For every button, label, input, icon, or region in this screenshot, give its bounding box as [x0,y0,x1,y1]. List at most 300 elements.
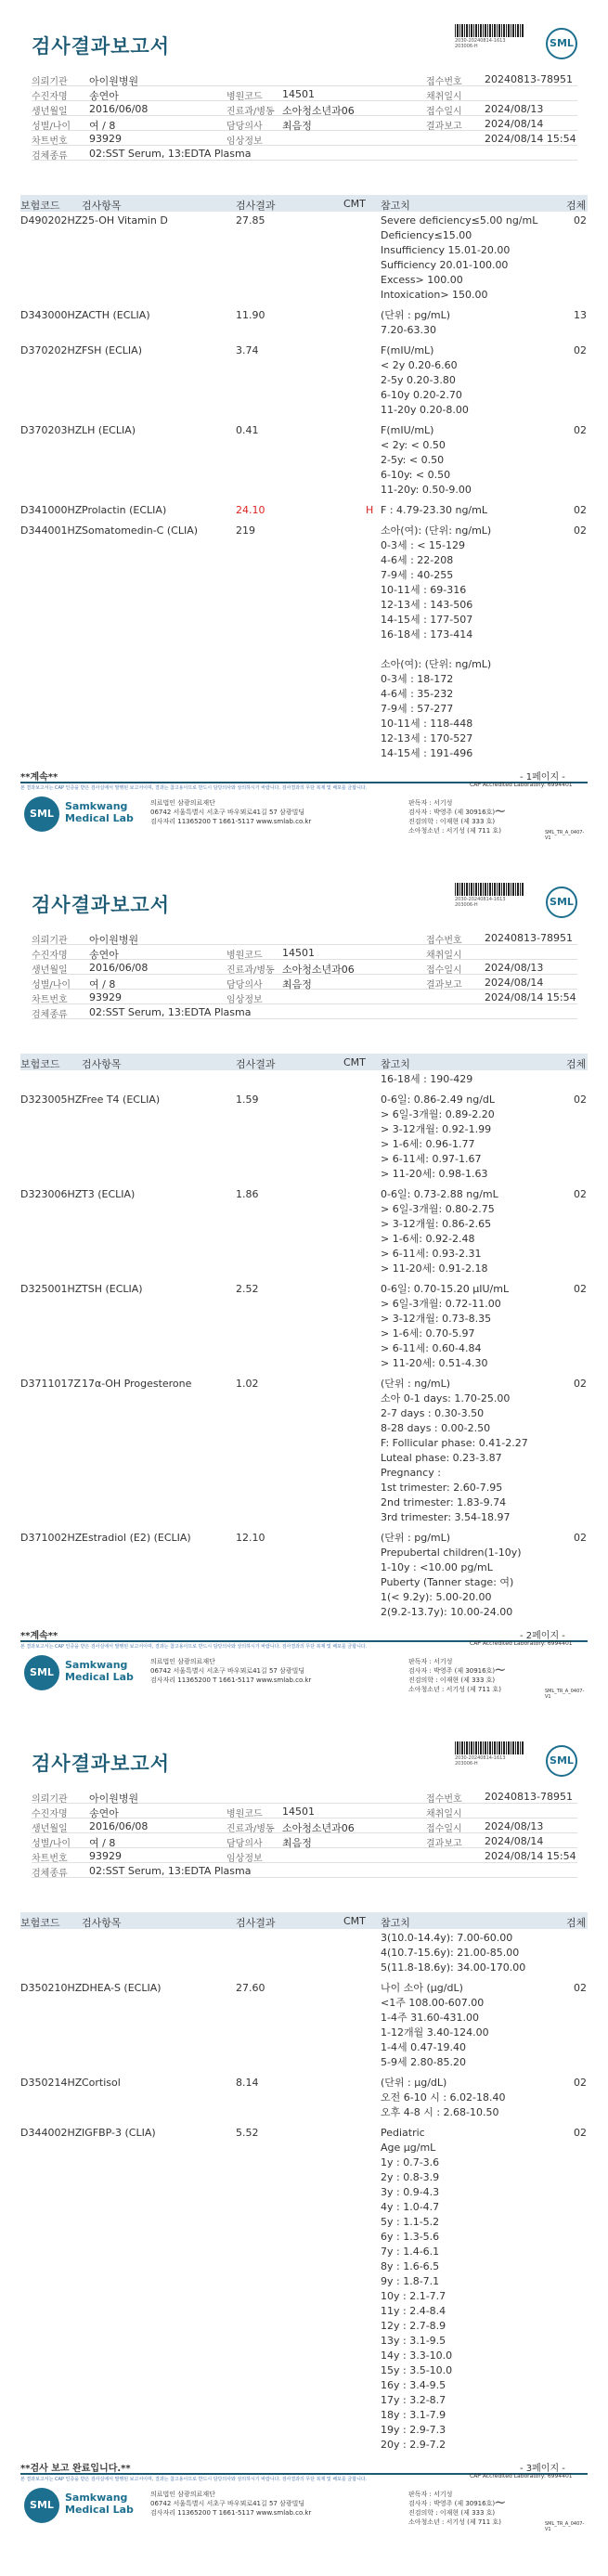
signatories [408,2490,501,2527]
reference-line: 0-6일: 0.70-15.20 μIU/mL [381,1283,510,1295]
info-row [32,1004,577,1019]
test-item: 17α-OH Progesterone [82,1378,192,1390]
reference-line: 10y : 2.1-7.7 [381,2290,446,2302]
reference-line: 0-6일: 0.86-2.49 ng/dL [381,1094,496,1106]
test-result: 3.74 [236,344,259,356]
header-code: 보험코드 [20,1058,60,1070]
header-code: 보험코드 [20,1917,60,1929]
address-line: 검사자리 11365200 T 1661-5117 www.smlab.co.kr [150,818,312,825]
info-label: 채취일시 [426,92,462,102]
info-value: 14501 [282,947,315,959]
reference-line: 1y : 0.7-3.6 [381,2156,440,2168]
specimen-code: 02 [574,504,587,516]
signature-graphic: ~ [494,1661,507,1678]
info-label: 병원코드 [226,951,263,961]
reference-line: F(mIU/mL) [381,344,434,356]
reference-line: Excess> 100.00 [381,274,463,286]
test-item: ACTH (ECLIA) [82,309,150,321]
reference-line: F(mIU/mL) [381,424,434,436]
barcode-sub: 203006-H [455,902,478,908]
barcode-no: 2030-20240814-1613 [455,1755,506,1761]
sml-name-1: Samkwang [65,2492,128,2504]
test-item: T3 (ECLIA) [82,1188,136,1200]
reference-line: 7y : 1.4-6.1 [381,2246,440,2258]
reference-line: 0-6일: 0.73-2.88 ng/mL [381,1188,498,1200]
insurance-code: D343000HZ [20,309,83,321]
reference-line: 11-20y: 0.50-9.00 [381,484,472,496]
sign-line: 소아청소년 : 서기성 (제 711 호) [408,1686,501,1693]
reference-line: 18y : 3.1-7.9 [381,2409,446,2421]
insurance-code: D325001HZ [20,1283,83,1295]
reference-range [381,343,469,418]
test-item: IGFBP-3 (CLIA) [82,2127,156,2139]
address-line: 의료법인 삼광의료재단 [150,1658,215,1665]
sml-name [65,1659,134,1683]
test-result: 11.90 [236,309,265,321]
info-row [32,1863,577,1878]
reference-range [381,1072,472,1087]
page-number: - 2페이지 - [520,1631,565,1641]
sml-logo: SML [546,28,577,59]
address-line: 검사자리 11365200 T 1661-5117 www.smlab.co.kr [150,1676,312,1684]
reference-line: 1-4주 31.60-431.00 [381,2012,480,2024]
signature-graphic: ~ [494,802,507,820]
info-label: 의뢰기관 [32,77,68,87]
reference-line: 19y : 2.9-7.3 [381,2424,446,2436]
reference-range [381,1187,498,1276]
info-value: 여 / 8 [89,978,116,990]
test-result: 8.14 [236,2077,259,2089]
reference-line: 0-3세 : 18-172 [381,673,454,685]
reference-line: 9y : 1.8-7.1 [381,2275,440,2287]
reference-line: 14-15세 : 191-496 [381,747,473,759]
table-header [20,195,588,212]
specimen-code: 13 [574,309,587,321]
reference-range [381,308,450,338]
info-label: 임상정보 [226,995,263,1005]
page-number: - 3페이지 - [520,2464,565,2474]
header-spec: 검체 [566,200,587,212]
patient-info [32,71,577,161]
reference-line: 11-20y 0.20-8.00 [381,404,469,416]
header-result: 검사결과 [236,1058,276,1070]
continuation-note: **검사 보고 완료입니다.** [20,2464,131,2474]
reference-line: 14-15세 : 177-507 [381,614,473,626]
report-title: 검사결과보고서 [32,1753,171,1775]
reference-line: 4-6세 : 22-208 [381,554,454,566]
reference-line: 4y : 1.0-4.7 [381,2201,440,2213]
reference-line: 나이 소아 (μg/dL) [381,1982,463,1994]
reference-line: 6-10y: < 0.50 [381,469,451,481]
table-header [20,1054,588,1070]
reference-line: 7.20-63.30 [381,324,436,336]
specimen-code: 02 [574,1982,587,1994]
reference-line: 17y : 3.2-8.7 [381,2394,446,2406]
info-row [32,1804,577,1819]
insurance-code: D490202HZ [20,214,83,227]
signatories [408,798,501,835]
reference-line: 2-5y 0.20-3.80 [381,374,456,386]
document-id: SML_TR_A_0407-V1 [545,2521,585,2532]
reference-line: < 2y 0.20-6.60 [381,359,458,371]
reference-range [381,1093,495,1182]
reference-line: 소아(여): (단위: ng/mL) [381,658,492,670]
report-title: 검사결과보고서 [32,894,171,916]
sign-line: 소아청소년 : 서기성 (제 711 호) [408,2518,501,2526]
reference-line: Deficiency≤15.00 [381,229,472,241]
reference-line: > 6일-3개월: 0.80-2.75 [381,1203,495,1215]
header-spec: 검체 [566,1917,587,1929]
info-value: 2024/08/13 [485,962,544,974]
insurance-code: D344002HZ [20,2127,83,2139]
reference-line: 5-9세 2.80-85.20 [381,2056,467,2068]
info-value: 소아청소년과06 [282,964,355,976]
sml-name-2: Medical Lab [65,1671,134,1683]
insurance-code: D370202HZ [20,344,83,356]
sign-line: 판독자 : 서기성 [408,2491,453,2498]
info-label: 검체종류 [32,1869,68,1879]
barcode-sub: 203006-H [455,44,478,49]
barcode-number [455,38,506,49]
specimen-code: 02 [574,1378,587,1390]
header-item: 검사항목 [82,1058,122,1070]
reference-range [381,503,487,518]
info-row [32,1789,577,1804]
reference-line: 8y : 1.6-6.5 [381,2260,440,2272]
reference-line: 1st trimester: 2.60-7.95 [381,1482,503,1494]
reference-range [381,1377,528,1525]
sign-line: 진검의학 : 이재현 (제 333 호) [408,818,496,825]
reference-line: > 6-11세: 0.93-2.31 [381,1248,482,1260]
reference-line: 5y : 1.1-5.2 [381,2216,440,2228]
header-spec: 검체 [566,1058,587,1070]
info-row [32,101,577,116]
reference-line: > 6일-3개월: 0.72-11.00 [381,1298,501,1310]
report-footer [20,1650,588,1700]
sml-name-2: Medical Lab [65,2504,134,2516]
info-label: 병원코드 [226,92,263,102]
insurance-code: D323005HZ [20,1094,83,1106]
barcode-no: 2030-20240814-1613 [455,897,506,902]
patient-info [32,930,577,1019]
insurance-code: D323006HZ [20,1188,83,1200]
sml-badge-logo: SML [24,2488,59,2523]
info-value: 아이원병원 [89,75,139,87]
reference-line: 2y : 0.8-3.9 [381,2171,440,2183]
info-label: 채취일시 [426,1809,462,1819]
info-label: 임상정보 [226,1854,263,1864]
info-value: 93929 [89,1850,122,1862]
info-value: 2024/08/14 [485,1835,544,1847]
header-ref: 참고치 [381,200,410,212]
info-label: 생년월일 [32,1824,68,1834]
sml-logo: SML [546,1745,577,1777]
insurance-code: D344001HZ [20,524,83,537]
reference-line: 4-6세 : 35-232 [381,688,454,700]
reference-line: 6y : 1.3-5.6 [381,2231,440,2243]
info-label: 성별/나이 [32,1839,71,1849]
info-value: 14501 [282,1806,315,1818]
specimen-code: 02 [574,2077,587,2089]
reference-line: < 2y: < 0.50 [381,439,446,451]
notice-text: 본 결과보고서는 CAP 인증을 받은 검사실에서 발행된 보고서이며, 결과는 참고용이므로 반드시 담당의사와 상의하시기 바랍니다. 검사결과의 무단 복제 및 배포를 금합니다. [20,1640,588,1650]
sign-line: 소아청소년 : 서기성 (제 711 호) [408,827,501,835]
continuation-note: **계속** [20,772,58,783]
test-result: 5.52 [236,2127,259,2139]
info-value: 2016/06/08 [89,962,149,974]
info-row [32,975,577,990]
info-row [32,930,577,945]
reference-line: Luteal phase: 0.23-3.87 [381,1452,502,1464]
test-result: 219 [236,524,255,537]
test-item: LH (ECLIA) [82,424,136,436]
info-value: 여 / 8 [89,120,116,132]
info-label: 수진자명 [32,1809,68,1819]
reference-line: 3y : 0.9-4.3 [381,2186,440,2198]
header-unit: CMT [343,1056,366,1068]
info-value: 02:SST Serum, 13:EDTA Plasma [89,1006,252,1018]
info-label: 담당의사 [226,980,263,990]
header-ref: 참고치 [381,1917,410,1929]
info-label: 결과보고 [426,122,462,132]
reference-line: 8-28 days : 0.00-2.50 [381,1422,491,1434]
header-code: 보험코드 [20,200,60,212]
info-label: 생년월일 [32,965,68,976]
sign-line: 진검의학 : 이재현 (제 333 호) [408,1676,496,1684]
info-value: 20240813-78951 [485,932,573,944]
page-number: - 1페이지 - [520,772,565,783]
insurance-code: D350210HZ [20,1982,83,1994]
cap-accreditation: CAP Accredited Laboratory: 6994401 [470,2473,573,2479]
specimen-code: 02 [574,2127,587,2139]
info-value: 93929 [89,133,122,145]
reference-line: 4(10.7-15.6y): 21.00-85.00 [381,1947,520,1959]
info-row [32,1848,577,1863]
lab-address [150,798,311,826]
info-label: 수진자명 [32,92,68,102]
info-value: 20240813-78951 [485,73,573,85]
info-value: 송연아 [89,1807,119,1819]
reference-line: 6-10y 0.20-2.70 [381,389,462,401]
info-row [32,86,577,101]
header-item: 검사항목 [82,1917,122,1929]
reference-range [381,1531,522,1620]
info-label: 접수일시 [426,1824,462,1834]
test-result: 12.10 [236,1532,265,1544]
reference-line: <1주 108.00-607.00 [381,1997,485,2009]
sml-badge-logo: SML [24,1655,59,1690]
reference-range [381,2126,452,2453]
barcode [455,1741,524,1754]
document-id: SML_TR_A_0407-V1 [545,1689,585,1700]
test-result: 27.60 [236,1982,265,1994]
address-line: 검사자리 11365200 T 1661-5117 www.smlab.co.kr [150,2509,312,2517]
info-label: 병원코드 [226,1809,263,1819]
report-title: 검사결과보고서 [32,35,171,58]
sign-line: 판독자 : 서기성 [408,1658,453,1665]
insurance-code: D370203HZ [20,424,83,436]
barcode [455,24,524,37]
barcode [455,883,524,896]
info-label: 진료과/병동 [226,107,275,117]
reference-line: 16y : 3.4-9.5 [381,2379,446,2391]
info-label: 접수일시 [426,965,462,976]
insurance-code: D371002HZ [20,1532,83,1544]
reference-line: (단위 : pg/mL) [381,1532,451,1544]
info-row [32,945,577,960]
reference-range [381,214,537,303]
test-item: DHEA-S (ECLIA) [82,1982,162,1994]
reference-line: 2(9.2-13.7y): 10.00-24.00 [381,1606,513,1618]
reference-line: 1-12개월 3.40-124.00 [381,2026,489,2039]
sml-badge-logo: SML [24,796,59,832]
test-item: Free T4 (ECLIA) [82,1094,161,1106]
test-item: Cortisol [82,2077,121,2089]
sml-name [65,800,134,824]
cap-accreditation: CAP Accredited Laboratory: 6994401 [470,782,573,788]
test-result: 24.10 [236,504,265,516]
test-result: 0.41 [236,424,259,436]
reference-line: 10-11세 : 118-448 [381,718,473,730]
test-item: Estradiol (E2) (ECLIA) [82,1532,191,1544]
info-label: 성별/나이 [32,980,71,990]
info-row [32,146,577,161]
patient-info [32,1789,577,1878]
reference-line: 소아 0-1 days: 1.70-25.00 [381,1392,511,1405]
sign-line: 판독자 : 서기성 [408,799,453,807]
address-line: 06742 서울특별시 서초구 바우뫼로41길 57 삼광빌딩 [150,2500,305,2507]
sml-logo: SML [546,887,577,918]
info-label: 차트번호 [32,995,68,1005]
reference-line: > 1-6세: 0.96-1.77 [381,1138,475,1150]
reference-line: 3(10.0-14.4y): 7.00-60.00 [381,1932,513,1944]
info-value: 02:SST Serum, 13:EDTA Plasma [89,1865,252,1877]
cap-accreditation: CAP Accredited Laboratory: 6994401 [470,1640,573,1647]
reference-line: F: Follicular phase: 0.41-2.27 [381,1437,528,1449]
reference-range [381,2076,506,2120]
reference-line: 7-9세 : 57-277 [381,703,454,715]
report-footer [20,2482,588,2532]
info-value: 2024/08/14 [485,118,544,130]
info-label: 접수번호 [426,1794,462,1805]
info-label: 성별/나이 [32,122,71,132]
test-result: 1.59 [236,1094,259,1106]
report-page [0,0,608,859]
info-value: 송연아 [89,90,119,102]
info-value: 14501 [282,88,315,100]
info-value: 최음정 [282,120,312,132]
address-line: 06742 서울특별시 서초구 바우뫼로41길 57 삼광빌딩 [150,809,305,816]
reference-line: (단위 : ng/mL) [381,1378,451,1390]
reference-line: > 1-6세: 0.70-5.97 [381,1327,475,1340]
info-row [32,131,577,146]
specimen-code: 02 [574,524,587,537]
info-row [32,1819,577,1833]
info-value: 20240813-78951 [485,1791,573,1803]
reference-line: > 11-20세: 0.91-2.18 [381,1262,488,1275]
info-value: 아이원병원 [89,1793,139,1805]
info-row [32,1833,577,1848]
test-item: Prolactin (ECLIA) [82,504,167,516]
reference-line: 12y : 2.7-8.9 [381,2320,446,2332]
info-row [32,960,577,975]
info-value: 2024/08/14 15:54 [485,991,576,1003]
continuation-note: **계속** [20,1631,58,1641]
address-line: 의료법인 삼광의료재단 [150,2491,215,2498]
reference-line: 10-11세 : 69-316 [381,584,467,596]
reference-line: Pediatric [381,2127,425,2139]
lab-address [150,2490,311,2518]
notice-text: 본 결과보고서는 CAP 인증을 받은 검사실에서 발행된 보고서이며, 결과는 참고용이므로 반드시 담당의사와 상의하시기 바랍니다. 검사결과의 무단 복제 및 배포를 금합니다. [20,2473,588,2482]
reference-line [381,642,491,657]
info-label: 담당의사 [226,1839,263,1849]
reference-line: 16-18세 : 190-429 [381,1073,473,1085]
reference-line: 14y : 3.3-10.0 [381,2349,453,2362]
info-row [32,116,577,131]
reference-line: 5(11.8-18.6y): 34.00-170.00 [381,1961,526,1974]
info-value: 소아청소년과06 [282,1822,355,1834]
reference-line: 2-5y: < 0.50 [381,454,445,466]
reference-line: 1(< 9.2y): 5.00-20.00 [381,1591,492,1603]
test-result: 27.85 [236,214,265,227]
info-label: 검체종류 [32,1010,68,1020]
reference-line: 11y : 2.4-8.4 [381,2305,446,2317]
test-result: 2.52 [236,1283,259,1295]
info-value: 02:SST Serum, 13:EDTA Plasma [89,148,252,160]
reference-line: Pregnancy : [381,1467,441,1479]
info-label: 채취일시 [426,951,462,961]
signatories [408,1657,501,1694]
sml-name-1: Samkwang [65,800,128,812]
sign-line: 검사자 : 박영주 (제 30916호) [408,2500,496,2507]
reference-line: Severe deficiency≤5.00 ng/mL [381,214,538,227]
barcode-number [455,897,506,908]
specimen-code: 02 [574,1283,587,1295]
reference-line: 1-10y : <10.00 pg/mL [381,1561,493,1573]
reference-line: Sufficiency 20.01-100.00 [381,259,509,271]
info-row [32,990,577,1004]
insurance-code: D3711017Z [20,1378,81,1390]
reference-line: 1-4세 0.47-19.40 [381,2041,467,2053]
signature-graphic: ~ [494,2493,507,2511]
info-label: 생년월일 [32,107,68,117]
reference-line: > 6-11세: 0.97-1.67 [381,1153,482,1165]
reference-line: > 11-20세: 0.98-1.63 [381,1168,488,1180]
info-label: 검체종류 [32,151,68,162]
reference-line: 13y : 3.1-9.5 [381,2335,446,2347]
info-value: 2024/08/14 15:54 [485,133,576,145]
reference-range [381,1981,489,2070]
info-value: 2024/08/13 [485,1820,544,1832]
reference-range [381,524,491,761]
info-label: 접수일시 [426,107,462,117]
info-row [32,71,577,86]
test-item: 25-OH Vitamin D [82,214,168,227]
info-value: 93929 [89,991,122,1003]
reference-line: 오전 6-10 시 : 6.02-18.40 [381,2091,506,2104]
test-result: 1.86 [236,1188,259,1200]
info-label: 결과보고 [426,980,462,990]
reference-line: 15y : 3.5-10.0 [381,2364,453,2376]
header-item: 검사항목 [82,200,122,212]
specimen-code: 02 [574,424,587,436]
specimen-code: 02 [574,214,587,227]
test-result: 1.02 [236,1378,259,1390]
reference-line: 2nd trimester: 1.83-9.74 [381,1496,507,1508]
info-label: 차트번호 [32,136,68,147]
reference-range [381,423,472,498]
info-value: 2024/08/14 15:54 [485,1850,576,1862]
